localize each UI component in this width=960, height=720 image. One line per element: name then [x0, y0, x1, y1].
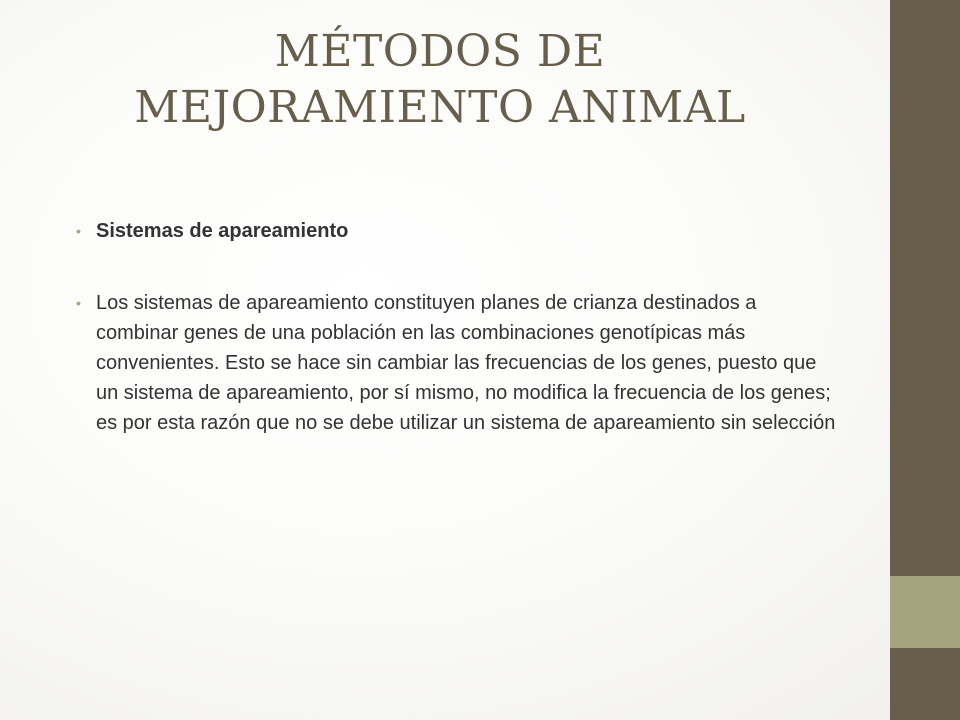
bullet-subheading-text: Sistemas de apareamiento	[96, 220, 349, 242]
bullet-body-text: Los sistemas de apareamiento constituyen planes de crianza destinados a combinar genes de una población en las combinaciones genotípicas más convenientes. Esto se hace sin cambiar las frecuencias de los genes, puesto que un sistema de apareamiento, por sí mismo, no modifica la frecuencia de los genes; es por esta razón que no se debe utilizar un sistema de apareamiento sin selección	[96, 292, 836, 434]
bullet-marker: •	[76, 295, 81, 311]
side-bar-accent	[890, 576, 960, 648]
slide-title-line-1: MÉTODOS DE	[274, 26, 606, 77]
side-bar-bottom	[890, 648, 960, 720]
bullet-item-body	[76, 288, 836, 438]
bullet-item-subheading	[76, 216, 836, 246]
slide-title-line-2: MEJORAMIENTO ANIMAL	[134, 82, 746, 133]
side-bar-top	[890, 0, 960, 576]
bullet-marker: •	[76, 223, 81, 239]
slide-title	[60, 24, 820, 136]
bullet-list	[76, 216, 836, 438]
